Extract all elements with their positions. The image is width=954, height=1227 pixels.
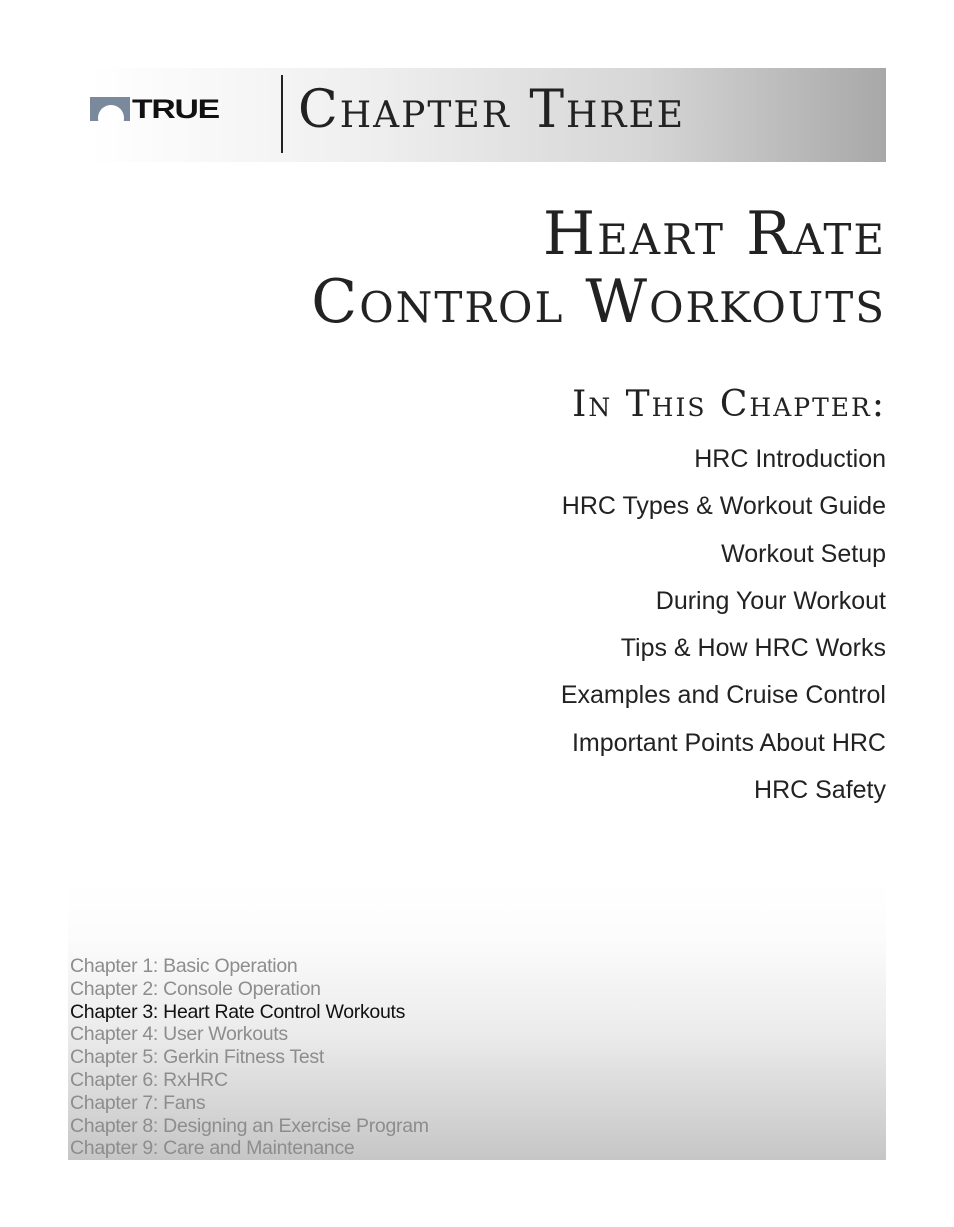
- toc-item[interactable]: Important Points About HRC: [571, 728, 886, 757]
- chapter-list: [70, 955, 429, 1160]
- toc-item[interactable]: HRC Safety: [754, 776, 886, 805]
- chapter-link[interactable]: Chapter 1: Basic Operation: [70, 955, 298, 977]
- toc-item[interactable]: During Your Workout: [655, 586, 886, 615]
- chapter-link[interactable]: Chapter 6: RxHRC: [70, 1068, 228, 1091]
- in-this-chapter-heading: In This Chapter:: [572, 384, 886, 425]
- chapter-contents: [561, 436, 886, 814]
- toc-item[interactable]: HRC Introduction: [694, 445, 886, 473]
- chapter-link[interactable]: Chapter 8: Designing an Exercise Program: [70, 1114, 429, 1137]
- toc-item[interactable]: Workout Setup: [721, 539, 886, 568]
- logo-text: TRUE: [132, 94, 219, 124]
- chapter-link[interactable]: Chapter 5: Gerkin Fitness Test: [70, 1046, 325, 1069]
- chapter-heading: Chapter Three: [298, 80, 686, 140]
- chapter-link[interactable]: Chapter 2: Console Operation: [70, 977, 321, 1000]
- true-logo: [90, 94, 219, 124]
- page-title: [311, 200, 886, 336]
- title-line-2: Control Workouts: [311, 267, 886, 337]
- title-line-1: Heart Rate: [542, 199, 886, 269]
- logo-arch-icon: [90, 97, 130, 121]
- chapter-link[interactable]: Chapter 4: User Workouts: [70, 1023, 288, 1046]
- chapter-link[interactable]: Chapter 9: Care and Maintenance: [70, 1137, 355, 1160]
- header-divider: [281, 75, 283, 153]
- toc-item[interactable]: Tips & How HRC Works: [620, 634, 886, 663]
- toc-item[interactable]: Examples and Cruise Control: [560, 681, 886, 710]
- chapter-link[interactable]: Chapter 7: Fans: [70, 1091, 206, 1114]
- toc-item[interactable]: HRC Types & Workout Guide: [561, 492, 886, 521]
- chapter-link-current[interactable]: Chapter 3: Heart Rate Control Workouts: [70, 1000, 406, 1023]
